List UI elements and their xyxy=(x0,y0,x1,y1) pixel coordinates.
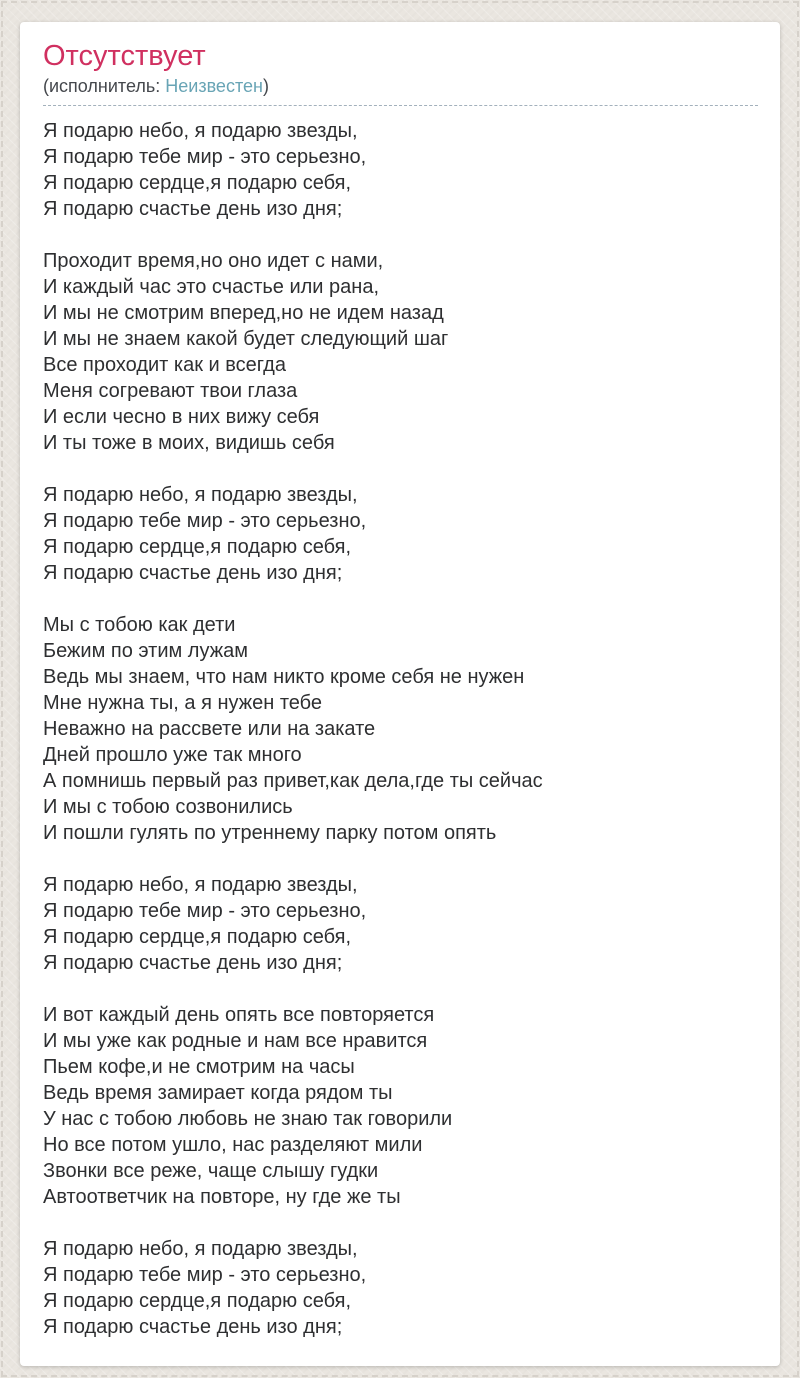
lyric-line: И пошли гулять по утреннему парку потом опять xyxy=(43,822,497,844)
lyric-line: Я подарю счастье день изо дня; xyxy=(43,952,343,974)
lyric-line: И мы не знаем какой будет следующий шаг xyxy=(43,328,449,350)
lyric-line: Ведь время замирает когда рядом ты xyxy=(43,1082,393,1104)
stanza xyxy=(43,1002,758,1210)
lyric-line: Автоответчик на повторе, ну где же ты xyxy=(43,1186,401,1208)
lyric-line: Дней прошло уже так много xyxy=(43,744,302,766)
lyric-line: И мы не смотрим вперед,но не идем назад xyxy=(43,302,444,324)
lyric-line: Неважно на рассвете или на закате xyxy=(43,718,376,740)
lyric-line: Бежим по этим лужам xyxy=(43,640,248,662)
lyric-line: Я подарю небо, я подарю звезды, xyxy=(43,1238,358,1260)
stanza xyxy=(43,248,758,456)
lyric-line: А помнишь первый раз привет,как дела,где ты сейчас xyxy=(43,770,543,792)
lyric-line: Я подарю небо, я подарю звезды, xyxy=(43,120,358,142)
lyric-line: И каждый час это счастье или рана, xyxy=(43,276,379,298)
lyric-line: Ведь мы знаем, что нам никто кроме себя не нужен xyxy=(43,666,525,688)
lyric-line: Я подарю небо, я подарю звезды, xyxy=(43,874,358,896)
lyric-line: Звонки все реже, чаще слышу гудки xyxy=(43,1160,379,1182)
lyric-line: И если чесно в них вижу себя xyxy=(43,406,320,428)
stanza xyxy=(43,872,758,976)
lyrics-text xyxy=(43,118,758,1340)
lyric-line: Все проходит как и всегда xyxy=(43,354,286,376)
lyrics-card xyxy=(20,22,780,1366)
lyric-line: Но все потом ушло, нас разделяют мили xyxy=(43,1134,423,1156)
artist-link[interactable]: Неизвестен xyxy=(165,76,263,96)
lyric-line: Мне нужна ты, а я нужен тебе xyxy=(43,692,323,714)
lyric-line: Я подарю счастье день изо дня; xyxy=(43,1316,343,1338)
stanza xyxy=(43,612,758,846)
artist-label-suffix: ) xyxy=(262,76,269,96)
lyric-line: Проходит время,но оно идет с нами, xyxy=(43,250,384,272)
stanza xyxy=(43,1236,758,1340)
song-title: Отсутствует xyxy=(43,40,206,72)
lyric-line: И мы уже как родные и нам все нравится xyxy=(43,1030,428,1052)
lyric-line: Я подарю тебе мир - это серьезно, xyxy=(43,146,367,168)
lyric-line: Я подарю небо, я подарю звезды, xyxy=(43,484,358,506)
lyric-line: Мы с тобою как дети xyxy=(43,614,236,636)
lyric-line: И ты тоже в моих, видишь себя xyxy=(43,432,335,454)
lyric-line: Меня согревают твои глаза xyxy=(43,380,298,402)
lyric-line: Я подарю тебе мир - это серьезно, xyxy=(43,1264,367,1286)
lyric-line: Я подарю тебе мир - это серьезно, xyxy=(43,510,367,532)
lyric-line: Я подарю тебе мир - это серьезно, xyxy=(43,900,367,922)
lyric-line: У нас с тобою любовь не знаю так говорили xyxy=(43,1108,453,1130)
stanza xyxy=(43,118,758,222)
lyric-line: Я подарю счастье день изо дня; xyxy=(43,198,343,220)
lyric-line: Пьем кофе,и не смотрим на часы xyxy=(43,1056,355,1078)
lyric-line: Я подарю сердце,я подарю себя, xyxy=(43,1290,352,1312)
stanza xyxy=(43,482,758,586)
lyric-line: Я подарю сердце,я подарю себя, xyxy=(43,536,352,558)
lyric-line: И вот каждый день опять все повторяется xyxy=(43,1004,435,1026)
artist-line xyxy=(43,74,758,106)
lyric-line: Я подарю счастье день изо дня; xyxy=(43,562,343,584)
lyric-line: И мы с тобою созвонились xyxy=(43,796,293,818)
lyric-line: Я подарю сердце,я подарю себя, xyxy=(43,172,352,194)
artist-label-prefix: (исполнитель: xyxy=(43,76,166,96)
lyric-line: Я подарю сердце,я подарю себя, xyxy=(43,926,352,948)
